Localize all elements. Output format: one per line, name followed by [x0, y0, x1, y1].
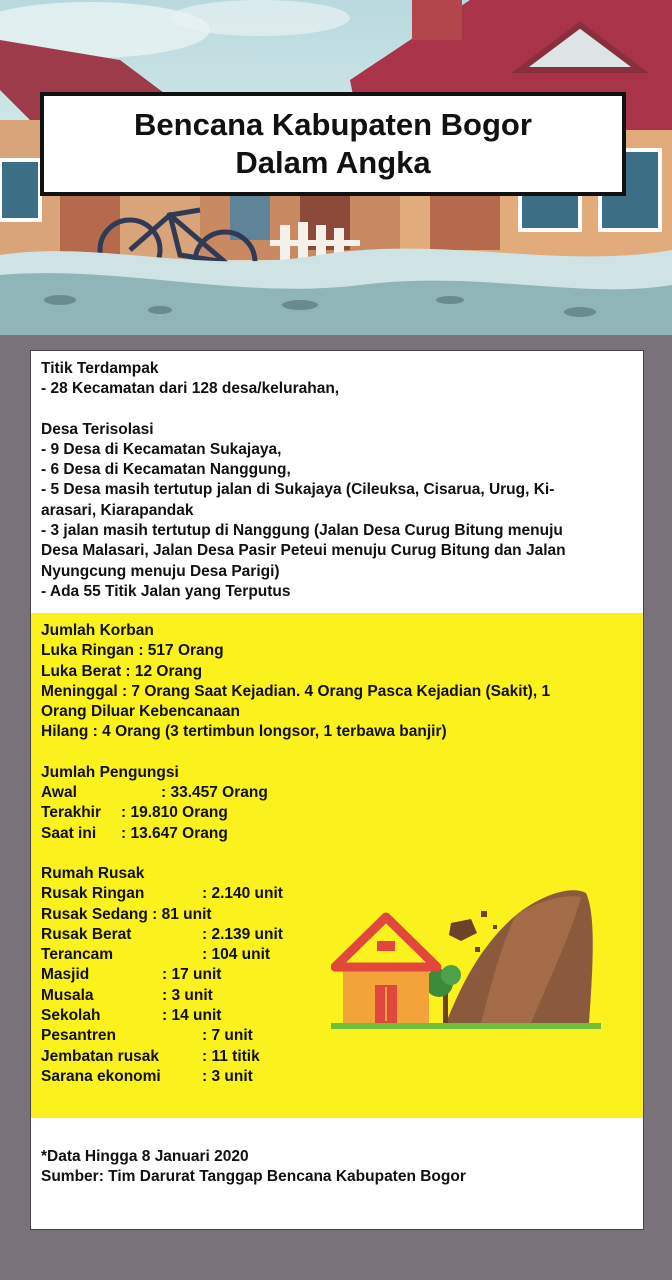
page-title-line-2: Dalam Angka: [235, 145, 431, 180]
house-value: : 17 unit: [162, 966, 222, 984]
isolated-line: - 3 jalan masih tertutup di Nanggung (Jalan Desa Curug Bitung menuju: [41, 522, 563, 540]
house-value: : 7 unit: [202, 1027, 253, 1045]
isolated-line: arasari, Kiarapandak: [41, 501, 194, 519]
affected-item: - 28 Kecamatan dari 128 desa/kelurahan,: [41, 380, 340, 398]
house-label: Masjid: [41, 966, 90, 984]
refugee-label: Awal: [41, 784, 77, 802]
data-date-note: *Data Hingga 8 Januari 2020: [41, 1148, 249, 1165]
refugee-value: : 19.810 Orang: [121, 804, 228, 822]
victims-line: Hilang : 4 Orang (3 tertimbun longsor, 1 terbawa banjir): [41, 723, 447, 741]
isolated-line: Desa Malasari, Jalan Desa Pasir Peteui menuju Curug Bitung dan Jalan: [41, 542, 566, 560]
isolated-heading: Desa Terisolasi: [41, 420, 154, 438]
title-box: [40, 92, 626, 196]
affected-section: [41, 359, 631, 602]
refugee-row: [41, 824, 631, 844]
house-label: Pesantren: [41, 1027, 116, 1045]
affected-heading: Titik Terdampak: [41, 360, 159, 377]
houses-heading: Rumah Rusak: [41, 864, 145, 882]
victims-line: Orang Diluar Kebencanaan: [41, 703, 240, 721]
content-card: [30, 350, 644, 1230]
refugees-heading: Jumlah Pengungsi: [41, 763, 179, 781]
house-label: Terancam: [41, 946, 114, 964]
house-row: [41, 1047, 631, 1067]
house-value: : 2.139 unit: [202, 925, 283, 943]
house-value: : 3 unit: [162, 986, 213, 1004]
refugee-value: : 13.647 Orang: [121, 824, 228, 842]
house-label: Musala: [41, 986, 94, 1004]
isolated-line: - 9 Desa di Kecamatan Sukajaya,: [41, 440, 282, 458]
landslide-house-illustration: [331, 875, 611, 1035]
page-title-line-1: Bencana Kabupaten Bogor: [134, 107, 532, 142]
refugee-value: : 33.457 Orang: [161, 784, 268, 802]
isolated-line: - 5 Desa masih tertutup jalan di Sukajaya (Cileuksa, Cisarua, Urug, Ki-: [41, 481, 555, 499]
house-label: Jembatan rusak: [41, 1047, 160, 1065]
data-source: Sumber: Tim Darurat Tanggap Bencana Kabupaten Bogor: [41, 1168, 466, 1186]
house-label: Rusak Sedang : 81 unit: [41, 905, 212, 923]
refugee-label: Terakhir: [41, 804, 102, 822]
house-label: Sekolah: [41, 1007, 101, 1025]
statistics-highlight-panel: [31, 613, 643, 1118]
hero-illustration: [0, 0, 672, 335]
refugee-row: [41, 803, 631, 823]
isolated-line: - Ada 55 Titik Jalan yang Terputus: [41, 582, 291, 600]
victims-heading: Jumlah Korban: [41, 622, 154, 639]
victims-line: Luka Ringan : 517 Orang: [41, 642, 224, 660]
isolated-line: - 6 Desa di Kecamatan Nanggung,: [41, 461, 291, 479]
house-label: Rusak Berat: [41, 925, 132, 943]
house-row: [41, 1067, 631, 1087]
victims-line: Meninggal : 7 Orang Saat Kejadian. 4 Orang Pasca Kejadian (Sakit), 1: [41, 682, 551, 700]
isolated-line: Nyungcung menuju Desa Parigi): [41, 562, 280, 580]
refugee-row: [41, 783, 631, 803]
footer-notes: [41, 1147, 631, 1188]
house-value: : 14 unit: [162, 1007, 222, 1025]
house-value: : 2.140 unit: [202, 885, 283, 903]
victims-line: Luka Berat : 12 Orang: [41, 662, 203, 680]
house-label: Sarana ekonomi: [41, 1067, 161, 1085]
house-value: : 11 titik: [202, 1047, 260, 1065]
house-value: : 3 unit: [202, 1067, 253, 1085]
house-value: : 104 unit: [202, 946, 271, 964]
refugee-label: Saat ini: [41, 824, 97, 842]
house-label: Rusak Ringan: [41, 885, 145, 903]
